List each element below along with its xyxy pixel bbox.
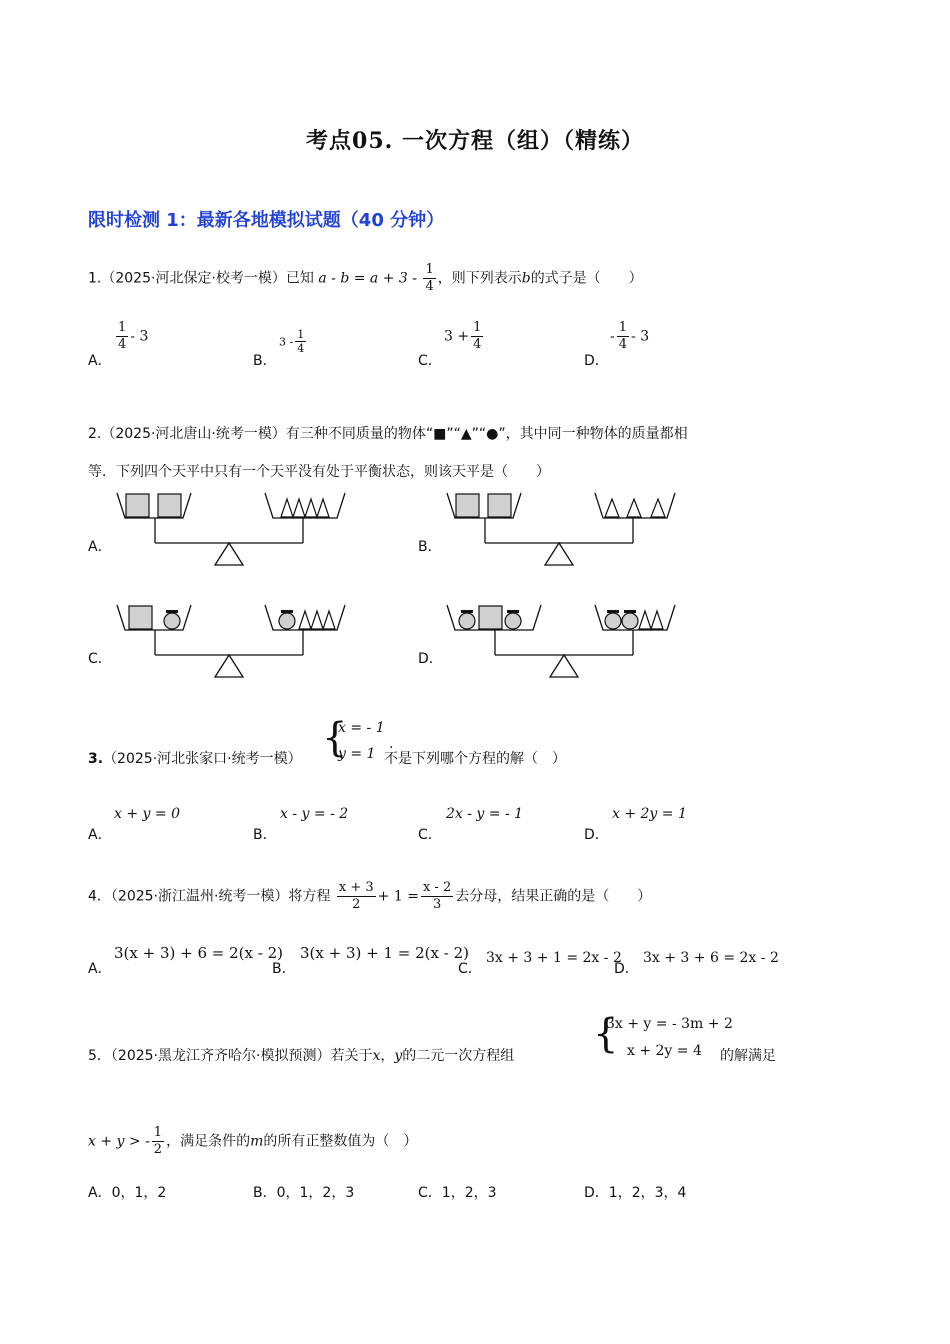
q3-tail: 不是下列哪个方程的解（ ） [384,751,566,767]
q4-option-a-expr: 3(x + 3) + 6 = 2(x - 2) [114,944,283,962]
q3-option-c-expr: 2x - y = - 1 [446,806,524,822]
q3-option-d[interactable]: D． [584,827,609,843]
q4-option-d[interactable]: D． [614,961,639,977]
q1-post2: 的式子是（ ） [530,270,643,287]
balance-a-figure[interactable] [115,488,350,570]
question-4: 4．（2025·浙江温州·统考一模）将方程 $\frac{x + 3}{2}$ + 1 = $\frac{x - 2}{3}$ 去分母，结果正确的是（ ） [88,880,652,912]
q4-option-d-expr: 3x + 3 + 6 = 2x - 2 [643,950,779,966]
question-1 [88,262,643,295]
q5-source: （2025·黑龙江齐齐哈尔·模拟预测）若关于 [110,1048,373,1064]
q3-system-line1: x = - 1 [338,720,385,736]
q3-option-b[interactable]: B． [253,827,277,843]
balance-b-figure[interactable] [445,488,680,570]
section-heading: 限时检测 1：最新各地模拟试题（40 分钟） [88,210,445,231]
q3-option-a[interactable]: A． [88,827,112,843]
q1-source: （2025·河北保定·校考一模） [101,270,286,287]
q3-emphasis: 不 [384,751,398,767]
question-3: 3.（2025·河北张家口·统考一模） [88,751,302,767]
q5-brace: { [593,1011,619,1057]
q5-condition: x + y > - $\frac{1}{2}$ ，满足条件的m的所有正整数值为（ ） [88,1125,418,1157]
q5-post: 的解满足 [720,1048,776,1064]
page-title: 考点05. 一次方程（组）（精练） [306,128,644,154]
balance-d-figure[interactable] [445,600,680,682]
q1-fraction: $\frac{1}{4}$ [425,262,434,294]
q3-option-c[interactable]: C． [418,827,442,843]
q1-number: 1. [88,270,102,287]
q5-option-b[interactable]: B．0，1，2，3 [253,1185,355,1201]
q3-option-a-expr: x + y = 0 [114,806,180,822]
q2-option-a-label[interactable]: A． [88,539,112,555]
q3-option-d-expr: x + 2y = 1 [612,806,687,822]
q2-line1: 2.（2025·河北唐山·统考一模）有三种不同质量的物体“■”“▲”“●”，其中同一种物体的质量都相 [88,426,688,442]
q5-system-line2: x + 2y = 4 [627,1043,702,1059]
q1-pre: 已知 [285,270,314,287]
q3-brace: { [322,715,348,761]
q4-option-c-expr: 3x + 3 + 1 = 2x - 2 [486,950,622,966]
q4-option-a[interactable]: A． [88,961,112,977]
q2-option-d-label[interactable]: D． [418,651,443,667]
question-5: 5．（2025·黑龙江齐齐哈尔·模拟预测）若关于x，y的二元一次方程组 [88,1048,515,1064]
q5-option-d[interactable]: D．1，2，3，4 [584,1185,687,1201]
q4-source: （2025·浙江温州·统考一模）将方程 [110,888,331,905]
q1-equation: a - b = a + 3 - [318,270,417,287]
q2-option-b-label[interactable]: B． [418,539,442,555]
q3-system-line2: y = 1 [338,746,376,762]
q5-system-line1: 3x + y = - 3m + 2 [606,1016,733,1032]
balance-c-figure[interactable] [115,600,350,682]
q5-option-a[interactable]: A．0，1，2 [88,1185,167,1201]
q4-option-b[interactable]: B． [272,961,296,977]
q5-option-c[interactable]: C．1，2，3 [418,1185,497,1201]
q3-source: （2025·河北张家口·统考一模） [103,751,302,767]
q2-option-c-label[interactable]: C． [88,651,112,667]
q4-option-c[interactable]: C． [458,961,482,977]
q1-var: b [521,270,531,287]
q2-line2: 等．下列四个天平中只有一个天平没有处于平衡状态，则该天平是（ ） [88,464,550,480]
q1-post: ，则下列表示 [437,270,522,287]
q4-option-b-expr: 3(x + 3) + 1 = 2(x - 2) [300,944,469,962]
q3-option-b-expr: x - y = - 2 [280,806,349,822]
